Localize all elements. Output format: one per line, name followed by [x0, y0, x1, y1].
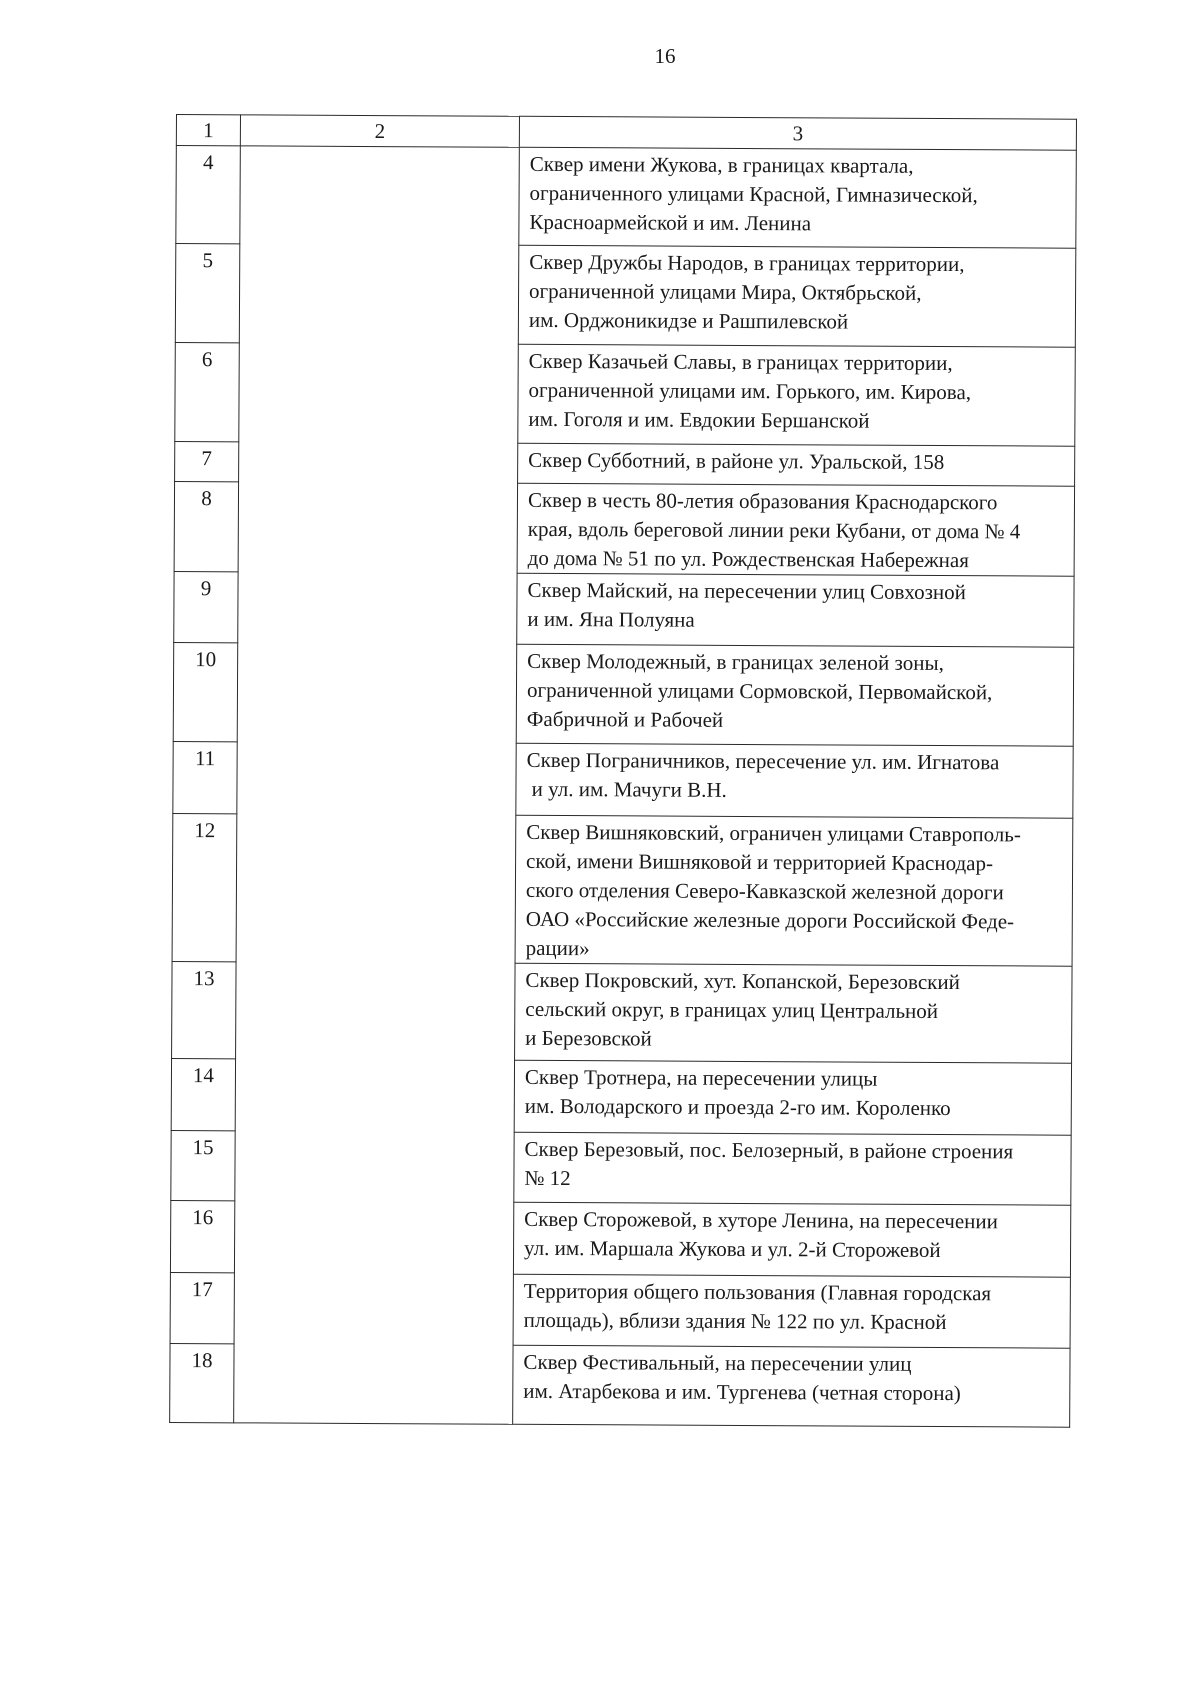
- description-line: им. Володарского и проезда 2-го им. Короленко: [524, 1093, 951, 1121]
- row-number: 18: [170, 1343, 234, 1422]
- page-number: 16: [654, 44, 676, 68]
- description-line: и ул. им. Мачуги В.Н.: [526, 776, 727, 802]
- description-line: им. Гоголя и им. Евдокии Бершанской: [528, 406, 870, 433]
- row-number: 16: [170, 1200, 234, 1272]
- table-header-row: [176, 115, 1076, 151]
- square-description: [518, 344, 1076, 446]
- row-number: 13: [172, 961, 237, 1058]
- description-line: им. Орджоникидзе и Рашпилевской: [528, 307, 849, 334]
- description-line: Сквер Березовый, пос. Белозерный, в районе строения: [524, 1136, 1014, 1164]
- description-line: рации»: [525, 935, 590, 961]
- description-line: Сквер Фестивальный, на пересечении улиц: [523, 1349, 912, 1376]
- square-description: [513, 1274, 1070, 1348]
- description-line: Сквер Субботний, в районе ул. Уральской, 158: [528, 447, 945, 475]
- square-description: [516, 644, 1074, 746]
- description-line: ограниченной улицами Мира, Октябрьской,: [529, 278, 922, 305]
- square-description: [513, 1345, 1070, 1427]
- description-line: Сквер Дружбы Народов, в границах территории,: [529, 249, 965, 277]
- column-2-merged-cell: [234, 146, 520, 1424]
- square-description: [514, 1132, 1071, 1205]
- description-line: Сквер Покровский, хут. Копанской, Березовский: [525, 967, 960, 995]
- description-line: Сквер Пограничников, пересечение ул. им. Игнатова: [526, 747, 1000, 775]
- description-line: Сквер Тротнера, на пересечении улицы: [524, 1064, 878, 1091]
- description-line: ОАО «Российские железные дороги Российской Феде-: [525, 906, 1015, 934]
- header-col-3: 3: [519, 116, 1076, 150]
- square-description: [517, 483, 1074, 576]
- row-number: 14: [171, 1058, 235, 1130]
- row-number: 17: [170, 1272, 234, 1343]
- description-line: им. Атарбекова и им. Тургенева (четная сторона): [523, 1378, 961, 1406]
- row-number: 10: [173, 642, 238, 741]
- header-col-1: 1: [176, 115, 240, 146]
- row-number: 5: [175, 244, 240, 343]
- row-number: 4: [176, 146, 241, 244]
- description-line: Сквер Казачьей Славы, в границах территории,: [528, 348, 953, 376]
- description-line: ской, имени Вишняковой и территорией Краснодар-: [526, 848, 994, 876]
- square-description: [516, 743, 1073, 818]
- description-line: Сквер Сторожевой, в хуторе Ленина, на пересечении: [524, 1206, 999, 1234]
- row-number: 7: [175, 441, 239, 481]
- description-line: сельский округ, в границах улиц Центральной: [525, 996, 939, 1024]
- description-line: ограниченной улицами им. Горького, им. Кирова,: [528, 377, 972, 405]
- square-description: [517, 573, 1074, 647]
- description-line: ул. им. Маршала Жукова и ул. 2-й Сторожевой: [524, 1235, 941, 1263]
- description-line: до дома № 51 по ул. Рождественская Набережная: [527, 545, 969, 573]
- description-line: и Березовской: [525, 1025, 652, 1051]
- description-line: Территория общего пользования (Главная городская: [523, 1278, 992, 1306]
- description-line: № 12: [524, 1165, 571, 1191]
- description-line: ского отделения Северо-Кавказской железной дороги: [525, 877, 1004, 905]
- square-description: [515, 815, 1073, 966]
- squares-table: [169, 114, 1077, 1428]
- description-line: ограниченной улицами Сормовской, Первомайской,: [526, 677, 993, 705]
- row-number: 6: [175, 342, 240, 441]
- description-line: Сквер имени Жукова, в границах квартала,: [529, 151, 914, 178]
- header-col-2: 2: [240, 115, 519, 147]
- row-number: 11: [173, 741, 237, 813]
- square-description: [515, 963, 1073, 1063]
- description-line: и им. Яна Полуяна: [527, 606, 695, 632]
- square-description: [514, 1060, 1071, 1135]
- description-line: Сквер в честь 80-летия образования Краснодарского: [527, 487, 998, 515]
- description-line: Сквер Вишняковский, ограничен улицами Ставрополь-: [526, 819, 1021, 847]
- row-number: 15: [171, 1130, 235, 1200]
- description-line: Фабричной и Рабочей: [526, 706, 724, 732]
- description-line: площадь), вблизи здания № 122 по ул. Красной: [523, 1307, 947, 1335]
- square-description: [518, 443, 1075, 486]
- row-number: 9: [174, 571, 238, 642]
- square-description: [519, 147, 1077, 248]
- row-number: 12: [172, 813, 237, 961]
- description-line: края, вдоль береговой линии реки Кубани, от дома № 4: [527, 516, 1021, 544]
- row-number: 8: [174, 481, 238, 571]
- square-description: [518, 245, 1076, 347]
- description-line: Красноармейской и им. Ленина: [529, 209, 812, 236]
- description-line: Сквер Молодежный, в границах зеленой зоны,: [527, 648, 944, 676]
- table-row: [176, 146, 1077, 249]
- description-line: ограниченного улицами Красной, Гимназической,: [529, 180, 978, 208]
- square-description: [513, 1202, 1070, 1277]
- description-line: Сквер Майский, на пересечении улиц Совхозной: [527, 577, 966, 605]
